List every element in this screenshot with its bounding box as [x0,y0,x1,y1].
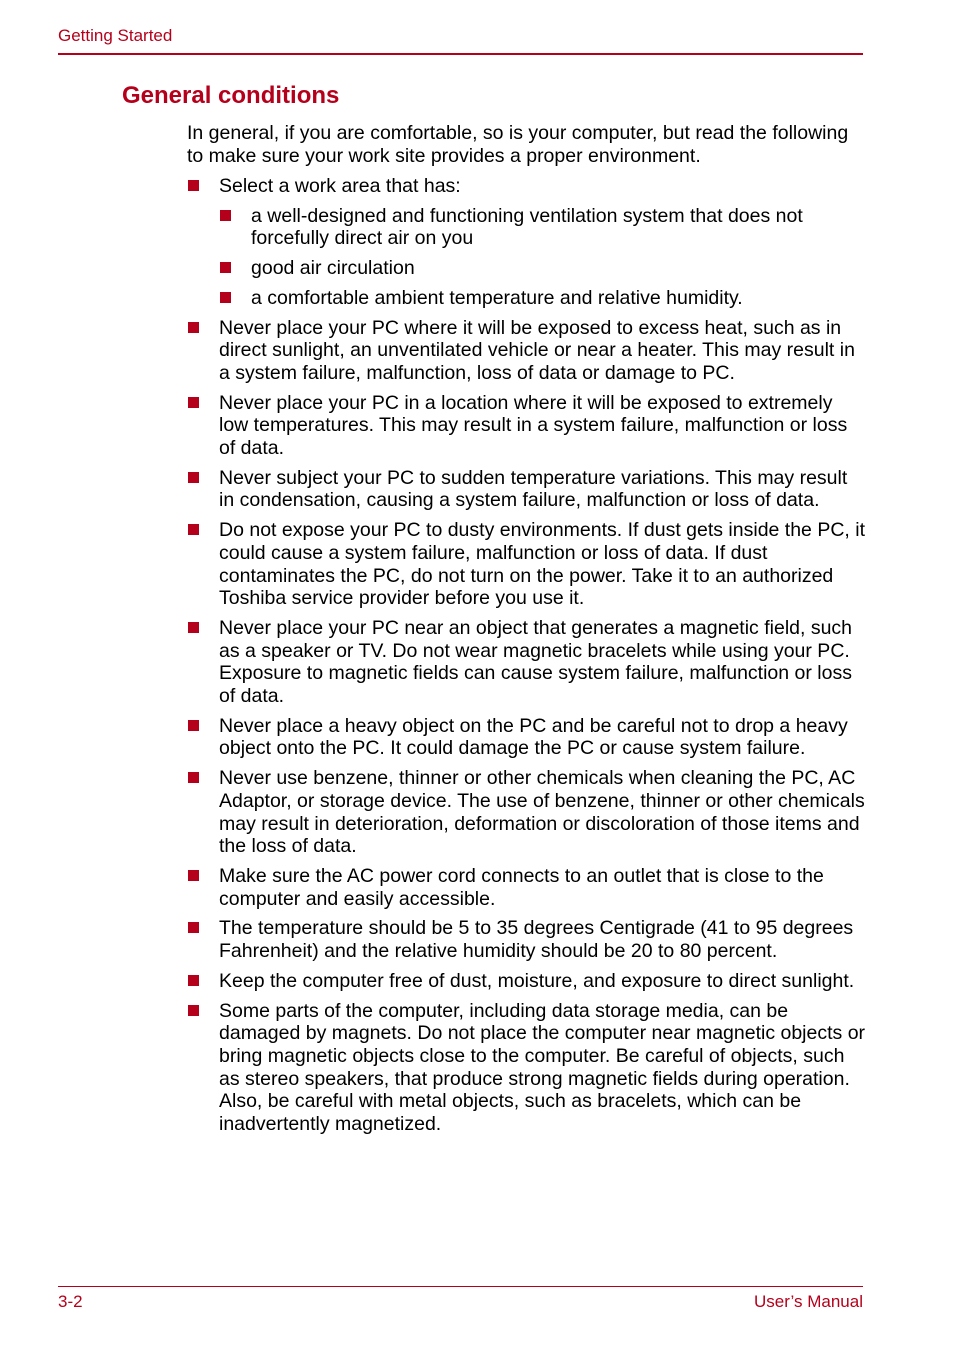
list-item-text: Never subject your PC to sudden temperature variations. This may result in condensation, causing a system failure, malfunction or loss of data. [219,466,848,512]
list-item [187,392,867,460]
list-item-text: Never place your PC in a location where it will be exposed to extremely low temperatures. This may result in a system failure, malfunction or loss of data. [219,391,848,460]
list-item-text: Make sure the AC power cord connects to an outlet that is close to the computer and easily accessible. [219,864,824,910]
square-bullet-icon [188,524,199,535]
list-item [187,715,867,760]
square-bullet-icon [188,772,199,783]
header-rule [58,53,863,55]
square-bullet-icon [188,922,199,933]
page-number: 3-2 [58,1292,83,1311]
sub-list [219,205,867,310]
list-item [187,917,867,962]
list-item-text: Keep the computer free of dust, moisture, and exposure to direct sunlight. [219,969,855,992]
square-bullet-icon [188,472,199,483]
list-item-text: Do not expose your PC to dusty environments. If dust gets inside the PC, it could cause a system failure, malfunction or loss of data. If dust contaminates the PC, do not turn on the power. Take it to an authorized Toshiba service provider before you use it. [219,519,865,610]
list-item-text: The temperature should be 5 to 35 degrees Centigrade (41 to 95 degrees Fahrenheit) and the relative humidity should be 20 to 80 percent. [219,917,854,963]
list-item [187,519,867,610]
square-bullet-icon [188,397,199,408]
list-item [187,1000,867,1136]
list-item-text: Some parts of the computer, including data storage media, can be damaged by magnets. Do not place the computer near magnetic objects or bring magnetic objects close to the computer. Be careful of objects, such as stereo speakers, that produce strong magnetic fields during operation. Also, be careful with metal objects, such as bracelets, which can be inadvertently magnetized. [219,999,866,1136]
square-bullet-icon [188,322,199,333]
square-bullet-icon [188,870,199,881]
sub-list-item-text: a well-designed and functioning ventilation system that does not forcefully direct air on you [251,204,803,250]
conditions-list [187,175,867,1143]
section-title: General conditions [122,82,340,109]
list-item [187,865,867,910]
sub-list-item-text: good air circulation [251,257,415,280]
list-item [187,767,867,858]
square-bullet-icon [220,262,231,273]
running-header: Getting Started [58,26,173,45]
square-bullet-icon [220,292,231,303]
manual-title: User’s Manual [754,1292,863,1311]
square-bullet-icon [188,975,199,986]
list-item [187,317,867,385]
square-bullet-icon [188,720,199,731]
list-item [187,970,867,993]
list-item [187,467,867,512]
list-item-text: Never place your PC near an object that generates a magnetic field, such as a speaker or TV. Do not wear magnetic bracelets while using your PC. Exposure to magnetic fields can cause system failure, malfunction or loss of data. [219,616,853,708]
square-bullet-icon [220,210,231,221]
footer-rule [58,1286,863,1287]
sub-list-item [219,287,867,310]
sub-list-item-text: a comfortable ambient temperature and relative humidity. [251,286,743,309]
list-item-text: Select a work area that has: [219,175,461,197]
list-item [187,617,867,708]
list-item-text: Never use benzene, thinner or other chemicals when cleaning the PC, AC Adaptor, or storage device. The use of benzene, thinner or other chemicals may result in deterioration, deformation or discoloration of those items and the loss of data. [219,767,865,858]
sub-list-item [219,257,867,280]
square-bullet-icon [188,622,199,633]
square-bullet-icon [188,1005,199,1016]
list-item-text: Never place a heavy object on the PC and be careful not to drop a heavy object onto the PC. It could damage the PC or cause system failure. [219,714,848,760]
square-bullet-icon [188,180,199,191]
list-item [187,175,867,310]
sub-list-item [219,205,867,250]
intro-paragraph: In general, if you are comfortable, so is your computer, but read the following to make sure your work site provides a proper environment. [187,122,849,167]
list-item-text: Never place your PC where it will be exposed to excess heat, such as in direct sunlight, an unventilated vehicle or near a heater. This may result in a system failure, malfunction, loss of data or damage to PC. [219,316,855,384]
